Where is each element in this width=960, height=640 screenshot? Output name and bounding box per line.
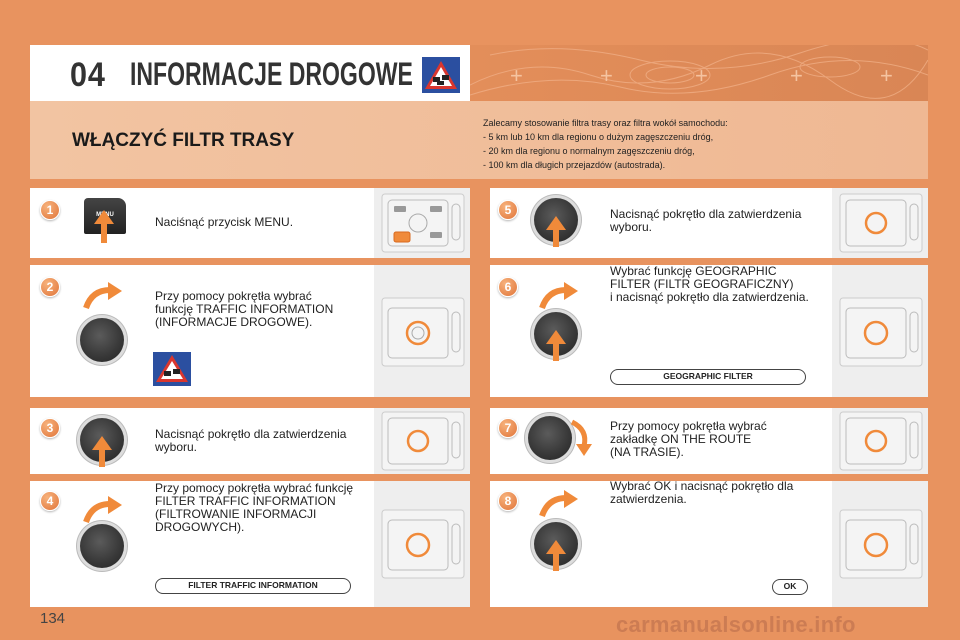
arrow-up-icon [94, 210, 114, 224]
arrow-up-icon [546, 540, 566, 554]
step-number-badge: 8 [498, 491, 518, 511]
radio-panel-illustration [380, 410, 466, 472]
step-number-badge: 5 [498, 200, 518, 220]
rotary-knob-icon [80, 524, 124, 568]
curved-arrow-icon [82, 282, 124, 312]
note-line: - 5 km lub 10 km dla regionu o dużym zagęszczeniu dróg, [483, 132, 714, 142]
arrow-shaft [553, 229, 559, 247]
svg-text:+: + [695, 63, 708, 88]
page-number: 134 [40, 610, 66, 627]
traffic-info-icon [422, 57, 460, 93]
step-text-3: Nacisnąć pokrętło dla zatwierdzenia wyboru. [155, 427, 347, 454]
arrow-up-icon [546, 216, 566, 230]
curved-arrow-icon [538, 490, 580, 520]
note-line: Zalecamy stosowanie filtra trasy oraz filtra wokół samochodu: [483, 118, 728, 128]
step-text-6: Wybrać funkcję GEOGRAPHIC FILTER (FILTR GEOGRAFICZNY) i nacisnąć pokrętło dla zatwierdzenia. [610, 264, 809, 304]
step-number-badge: 6 [498, 277, 518, 297]
arrow-up-icon [92, 436, 112, 450]
arrow-shaft [99, 449, 105, 467]
arrow-shaft [553, 553, 559, 571]
step-text-4: Przy pomocy pokrętła wybrać funkcję FILTER TRAFFIC INFORMATION (FILTROWANIE INFORMACJI DROGOWYCH). [155, 481, 354, 534]
filter-traffic-information-pill: FILTER TRAFFIC INFORMATION [155, 578, 351, 594]
svg-text:+: + [880, 63, 893, 88]
geographic-filter-pill: GEOGRAPHIC FILTER [610, 369, 806, 385]
radio-panel-illustration [838, 296, 924, 368]
step-number-badge: 7 [498, 418, 518, 438]
step-text-1: Naciśnąć przycisk MENU. [155, 215, 294, 229]
chapter-number: 04 [70, 56, 106, 94]
step-text-7: Przy pomocy pokrętła wybrać zakładkę ON THE ROUTE (NA TRASIE). [610, 419, 767, 459]
radio-panel-illustration [838, 192, 924, 254]
route-filter-note [483, 116, 923, 172]
step-text-5: Nacisnąć pokrętło dla zatwierdzenia wyboru. [610, 207, 802, 234]
menu-button-label: MENU [96, 212, 114, 218]
curved-arrow-icon [82, 496, 124, 526]
radio-panel-illustration [380, 296, 466, 368]
step-number-badge: 4 [40, 491, 60, 511]
step-number-badge: 2 [40, 277, 60, 297]
step-number-badge: 1 [40, 200, 60, 220]
arrow-shaft [101, 223, 107, 243]
arrow-shaft [553, 343, 559, 361]
arrow-up-icon [546, 330, 566, 344]
header-topographic-decoration [470, 45, 928, 101]
note-line: - 20 km dla regionu o normalnym zagęszczeniu dróg, [483, 146, 695, 156]
rotary-knob-icon [80, 318, 124, 362]
step-number-badge: 3 [40, 418, 60, 438]
svg-text:+: + [600, 63, 613, 88]
rotate-clockwise-arrow-icon [566, 418, 592, 458]
radio-panel-illustration [838, 508, 924, 580]
radio-panel-illustration [838, 410, 924, 472]
ok-pill: OK [772, 579, 808, 595]
watermark: carmanualsonline.info [616, 612, 856, 637]
radio-panel-illustration [380, 508, 466, 580]
svg-text:+: + [510, 63, 523, 88]
radio-panel-illustration [380, 192, 466, 254]
curved-arrow-icon [538, 282, 580, 312]
section-title: WŁĄCZYĆ FILTR TRASY [72, 130, 295, 151]
chapter-title: INFORMACJE DROGOWE [130, 56, 413, 92]
step-text-2: Przy pomocy pokrętła wybrać funkcję TRAFFIC INFORMATION (INFORMACJE DROGOWE). [155, 289, 334, 329]
svg-text:+: + [790, 63, 803, 88]
step-text-8: Wybrać OK i nacisnąć pokrętło dla zatwierdzenia. [610, 479, 794, 506]
note-line: - 100 km dla długich przejazdów (autostrada). [483, 160, 666, 170]
traffic-info-icon [153, 352, 191, 386]
